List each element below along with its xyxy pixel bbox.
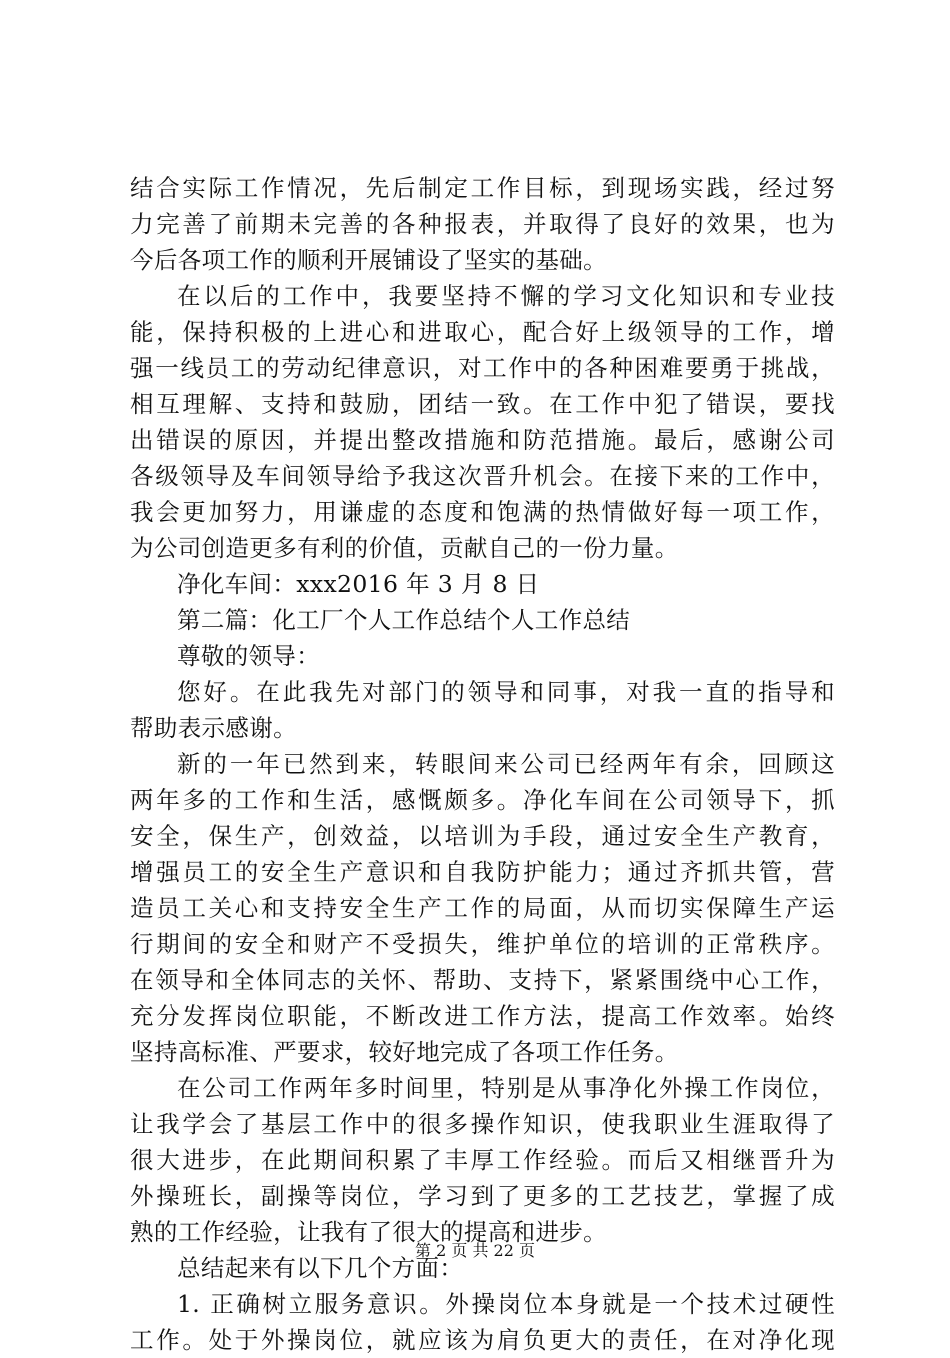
- text-line: 在领导和全体同志的关怀、帮助、支持下，紧紧围绕中心工作，: [130, 966, 835, 994]
- text-line: 外操班长，副操等岗位，学习到了更多的工艺技艺，掌握了成: [130, 1182, 835, 1210]
- text-line: 为公司创造更多有利的价值，贡献自己的一份力量。: [130, 534, 679, 562]
- page-footer: 第 2 页 共 22 页: [415, 1241, 535, 1260]
- text-line: 增强员工的安全生产意识和自我防护能力；通过齐抓共管，营: [130, 858, 835, 886]
- text-line: 充分发挥岗位职能，不断改进工作方法，提高工作效率。始终: [130, 1002, 835, 1030]
- text-line: 尊敬的领导：: [177, 642, 321, 670]
- text-line: 新的一年已然到来，转眼间来公司已经两年有余，回顾这: [177, 750, 835, 778]
- text-line: 造员工关心和支持安全生产工作的局面，从而切实保障生产运: [130, 894, 835, 922]
- text-line: 出错误的原因，并提出整改措施和防范措施。最后，感谢公司: [130, 426, 835, 454]
- text-line: 坚持高标准、严要求，较好地完成了各项工作任务。: [130, 1038, 679, 1066]
- text-line: 您好。在此我先对部门的领导和同事，对我一直的指导和: [177, 678, 835, 706]
- text-line: 净化车间：xxx2016 年 3 月 8 日: [177, 570, 540, 598]
- text-line: 让我学会了基层工作中的很多操作知识，使我职业生涯取得了: [130, 1110, 835, 1138]
- text-line: 结合实际工作情况，先后制定工作目标，到现场实践，经过努: [130, 174, 835, 202]
- text-line: 相互理解、支持和鼓励，团结一致。在工作中犯了错误，要找: [130, 390, 835, 418]
- text-line: 在以后的工作中，我要坚持不懈的学习文化知识和专业技: [177, 282, 835, 310]
- text-line: 安全，保生产，创效益，以培训为手段，通过安全生产教育，: [130, 822, 835, 850]
- text-line: 第二篇：化工厂个人工作总结个人工作总结: [177, 606, 631, 634]
- text-line: 工作。处于外操岗位，就应该为肩负更大的责任，在对净化现: [130, 1326, 835, 1354]
- text-line: 能，保持积极的上进心和进取心，配合好上级领导的工作，增: [130, 318, 835, 346]
- text-line: 总结起来有以下几个方面：: [177, 1254, 464, 1282]
- text-line: 熟的工作经验，让我有了很大的提高和进步。: [130, 1218, 607, 1246]
- text-line: 很大进步，在此期间积累了丰厚工作经验。而后又相继晋升为: [130, 1146, 835, 1174]
- text-line: 行期间的安全和财产不受损失，维护单位的培训的正常秩序。: [130, 930, 835, 958]
- document-body: [130, 170, 835, 1358]
- text-line: 今后各项工作的顺利开展铺设了坚实的基础。: [130, 246, 607, 274]
- text-line: 我会更加努力，用谦虚的态度和饱满的热情做好每一项工作，: [130, 498, 835, 526]
- text-line: 1. 正确树立服务意识。外操岗位本身就是一个技术过硬性: [177, 1290, 835, 1318]
- text-line: 各级领导及车间领导给予我这次晋升机会。在接下来的工作中，: [130, 462, 835, 490]
- text-line: 力完善了前期未完善的各种报表，并取得了良好的效果，也为: [130, 210, 835, 238]
- text-line: 帮助表示感谢。: [130, 714, 297, 742]
- text-line: 强一线员工的劳动纪律意识，对工作中的各种困难要勇于挑战，: [130, 354, 835, 382]
- text-line: 在公司工作两年多时间里，特别是从事净化外操工作岗位，: [177, 1074, 835, 1102]
- text-line: 两年多的工作和生活，感慨颇多。净化车间在公司领导下，抓: [130, 786, 835, 814]
